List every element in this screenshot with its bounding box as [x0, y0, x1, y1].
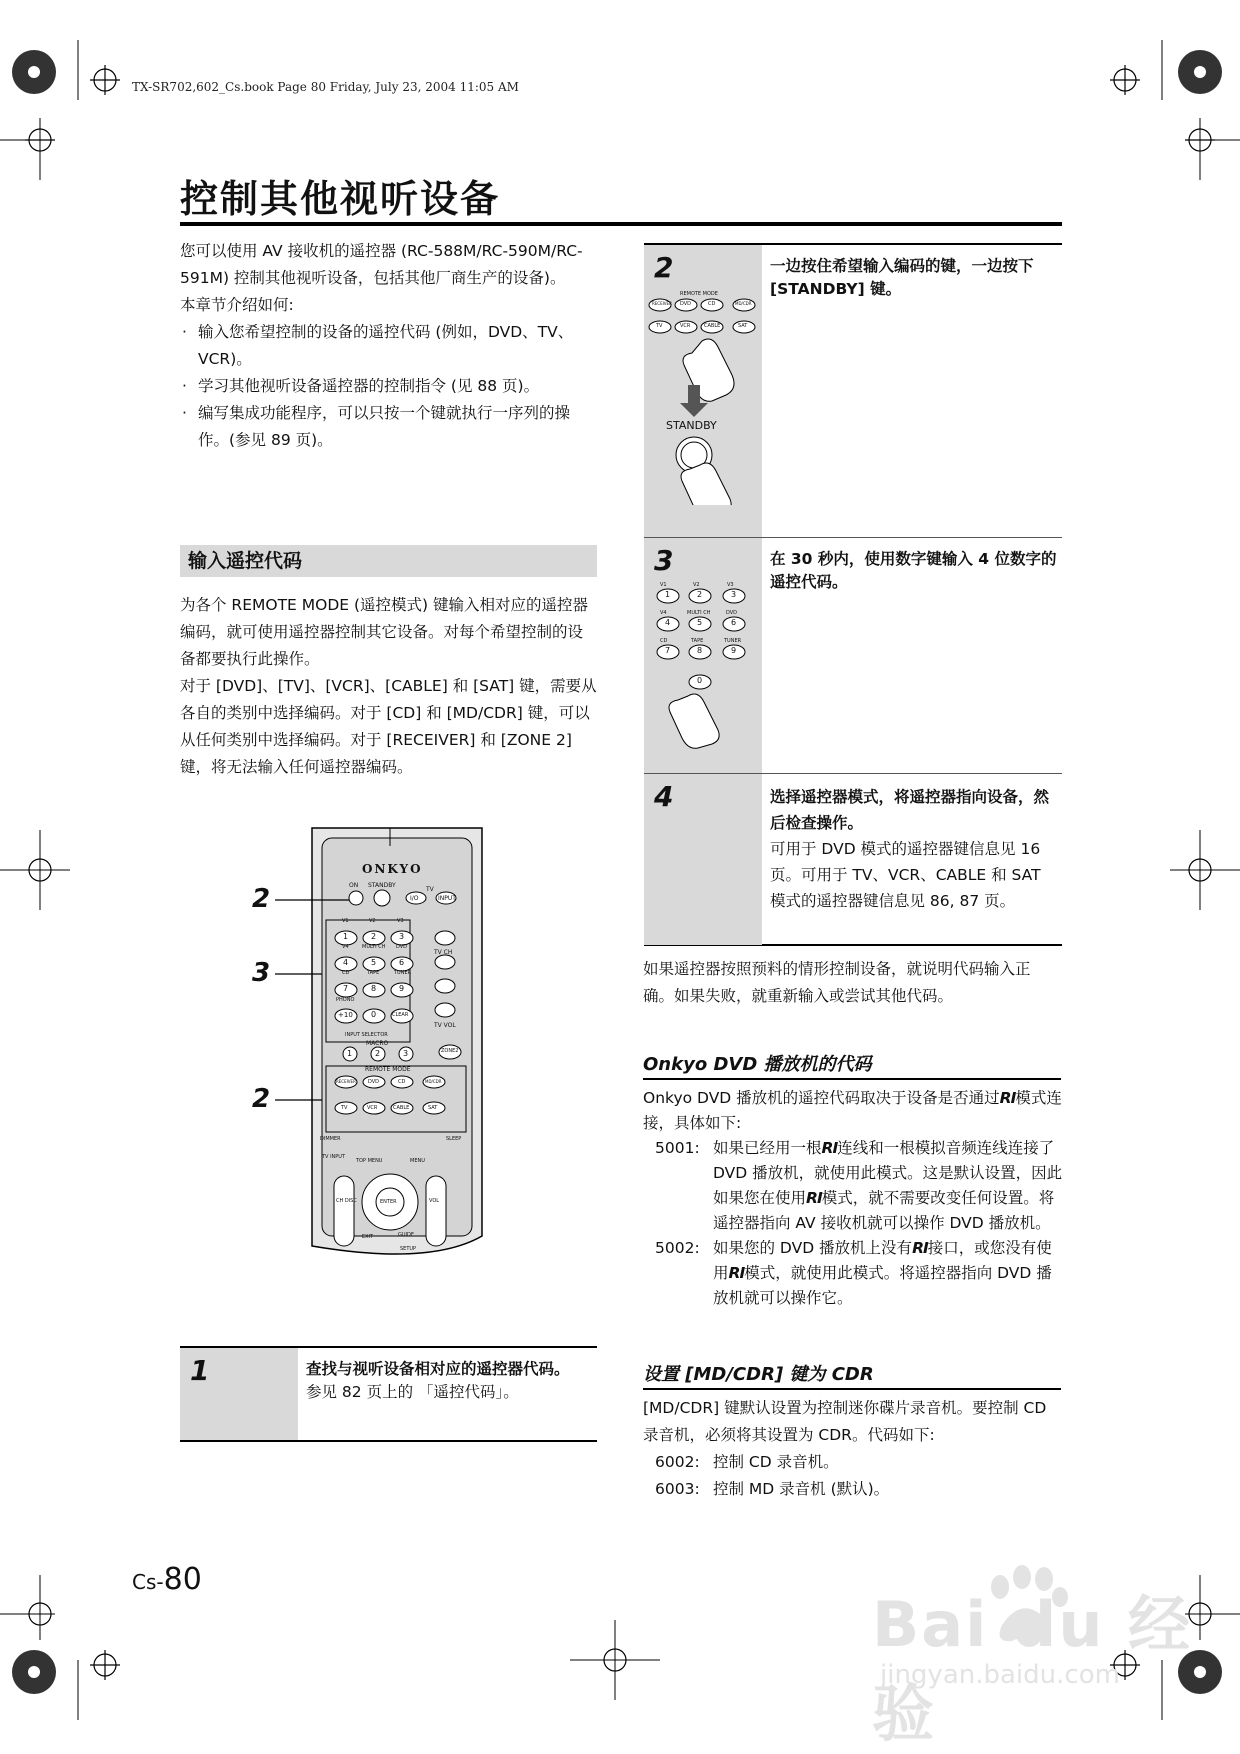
text-run: 连线和一根模拟音频连线连接了 DVD 播放机，就使用此模式。这是默认设置，因此如果您在使用 [713, 1139, 1063, 1207]
code-entry [643, 1136, 1063, 1236]
intro-block [180, 238, 598, 454]
fig-number: 8 [697, 646, 703, 655]
step-instruction: 查找与视听设备相对应的遥控器代码。 [306, 1360, 570, 1378]
code-entry [643, 1449, 1063, 1476]
step-note: 可用于 DVD 模式的遥控器键信息见 16 页。可用于 TV、VCR、CABLE 和 SAT 模式的遥控器键信息见 86, 87 页。 [770, 840, 1041, 910]
key-label: V3 [397, 918, 404, 924]
step-number-cell [644, 245, 762, 537]
intro-bullet: · 学习其他视听设备遥控器的控制指令 (见 88 页)。 [180, 373, 598, 400]
key-label: MD/CDR [425, 1079, 442, 1084]
text-run: 模式连接，具体如下: [643, 1089, 1062, 1132]
fig-label: CD [708, 301, 716, 307]
step-number: 2 [654, 251, 674, 284]
key-number: 4 [343, 958, 349, 967]
page-number [132, 1562, 202, 1597]
key-label: TV [426, 886, 434, 893]
key-label: INPUT [438, 895, 456, 902]
callout-number: 2 [252, 884, 271, 914]
code-value: 6002: [655, 1453, 700, 1471]
key-number: 7 [343, 984, 349, 993]
key-label: ZONE2 [441, 1048, 459, 1054]
fig-label: DVD [726, 610, 738, 616]
fig-label: TV [656, 323, 663, 329]
section-body [180, 592, 598, 781]
fig-label: V1 [660, 582, 667, 588]
intro-paragraph: 您可以使用 AV 接收机的遥控器 (RC-588M/RC-590M/RC-591M) 控制其他视听设备，包括其他厂商生产的设备)。 [180, 242, 583, 287]
code-value: 6003: [655, 1480, 700, 1498]
fig-label: CD [660, 638, 668, 644]
key-number: 8 [371, 984, 377, 993]
onkyo-dvd-heading: Onkyo DVD 播放机的代码 [643, 1054, 872, 1075]
step-number-cell [644, 774, 762, 945]
print-header: TX-SR702,602_Cs.book Page 80 Friday, July 23, 2004 11:05 AM [132, 80, 519, 94]
text-run: 模式，就使用此模式。将遥控器指向 DVD 播放机就可以操作它。 [713, 1264, 1052, 1307]
fig-label: V2 [693, 582, 700, 588]
fig-label: V4 [660, 610, 667, 616]
ri-logo: RI [999, 1089, 1016, 1107]
key-label: CH DISC [336, 1198, 357, 1204]
page-prefix: Cs- [132, 1570, 164, 1594]
step-number-cell [644, 538, 762, 774]
watermark-logo: Bai du 经验 [872, 1588, 1193, 1750]
key-label: CD [398, 1079, 406, 1085]
steps-table [644, 243, 1062, 946]
key-label: MACRO [366, 1040, 389, 1047]
key-label: ON [349, 882, 359, 889]
fig-number: 2 [697, 590, 703, 599]
key-label: PHONO [336, 997, 355, 1003]
page-title: 控制其他视听设备 [180, 177, 501, 221]
key-number: 2 [371, 932, 377, 941]
key-label: DVD [396, 944, 408, 950]
key-label: TV [341, 1105, 348, 1111]
key-number: 9 [399, 984, 405, 993]
code-value: 5001: [655, 1139, 700, 1157]
step-text [770, 255, 1058, 301]
key-label: INPUT SELECTOR [345, 1032, 388, 1038]
step-row [180, 1348, 597, 1440]
fig-label: TUNER [724, 638, 742, 644]
key-label: I/O [410, 895, 419, 902]
key-number: 6 [399, 958, 405, 967]
key-label: V2 [369, 918, 376, 924]
step-row [644, 537, 1062, 774]
key-label: VOL [429, 1198, 440, 1204]
key-number: 3 [399, 932, 405, 941]
key-number: 3 [403, 1049, 409, 1058]
ri-logo: RI [821, 1139, 838, 1157]
fig-label: CABLE [704, 323, 721, 329]
fig-number: 5 [697, 618, 703, 627]
code-entry [643, 1476, 1063, 1503]
key-label: CABLE [393, 1105, 410, 1111]
step3-drawing [644, 578, 762, 768]
step-row [644, 245, 1062, 537]
step-1-table [180, 1346, 597, 1442]
key-label: TV INPUT [322, 1154, 346, 1160]
key-label: MULTI CH [362, 944, 386, 950]
step-instruction: 一边按住希望输入编码的键，一边按下 [STANDBY] 键。 [770, 257, 1034, 298]
step-number-cell [180, 1348, 298, 1440]
fig-label: STANDBY [666, 419, 717, 432]
mdcdr-paragraph: [MD/CDR] 键默认设置为控制迷你碟片录音机。要控制 CD 录音机，必须将其设置为 CDR。代码如下: [643, 1399, 1047, 1444]
key-label: DVD [368, 1079, 380, 1085]
ri-logo: RI [728, 1264, 745, 1282]
brand-logo: ONKYO [362, 862, 423, 876]
key-label: TUNER [394, 970, 412, 976]
key-number: 0 [371, 1010, 377, 1019]
section-heading: 输入遥控代码 [180, 545, 597, 577]
key-label: SETUP [400, 1246, 417, 1252]
ri-logo: RI [912, 1239, 928, 1257]
key-number: 1 [347, 1049, 353, 1058]
fig-number: 3 [731, 590, 737, 599]
code-description: 控制 MD 录音机 (默认)。 [713, 1480, 890, 1498]
sub-rule [643, 1388, 1061, 1390]
fig-label: REMOTE MODE [680, 291, 718, 297]
key-label: ENTER [380, 1199, 397, 1205]
fig-label: V3 [727, 582, 734, 588]
key-label: TAPE [367, 970, 380, 976]
remote-figure [250, 826, 490, 1266]
code-description: 控制 CD 录音机。 [713, 1453, 839, 1471]
text-run: 如果您的 DVD 播放机上没有 [713, 1239, 913, 1257]
text-run: Onkyo DVD 播放机的遥控代码取决于设备是否通过 [643, 1089, 1000, 1107]
section-paragraph: 对于 [DVD]、[TV]、[VCR]、[CABLE] 和 [SAT] 键，需要从各自的类别中选择编码。对于 [CD] 和 [MD/CDR] 键，可以从任何类别中选择编码。对于 [RECEIVER] 和 [ZONE 2] 键，将无法输入任何遥控器编码。 [180, 677, 597, 776]
fig-label: TAPE [691, 638, 704, 644]
mdcdr-heading: 设置 [MD/CDR] 键为 CDR [643, 1364, 874, 1385]
callout-number: 2 [252, 1084, 271, 1114]
watermark-url: jingyan.baidu.com [880, 1660, 1120, 1690]
step-row [644, 773, 1062, 945]
callout-number: 3 [252, 958, 271, 988]
fig-number: 0 [697, 676, 703, 685]
mdcdr-body [643, 1395, 1063, 1503]
fig-number: 4 [665, 618, 671, 627]
key-label: SAT [428, 1105, 438, 1111]
key-label: STANDBY [368, 882, 396, 889]
key-label: +10 [338, 1011, 353, 1019]
key-label: VCR [367, 1105, 378, 1111]
step-number: 1 [190, 1354, 210, 1387]
onkyo-dvd-body [643, 1086, 1063, 1311]
sub-rule [643, 1078, 1061, 1080]
intro-subheading: 本章节介绍如何: [180, 296, 294, 314]
key-number: 1 [343, 932, 349, 941]
key-label: DIMMER [320, 1136, 341, 1142]
fig-number: 1 [665, 590, 671, 599]
fig-number: 9 [731, 646, 737, 655]
key-label: TV CH [434, 949, 453, 956]
step-note: 参见 82 页上的 「遥控代码」。 [306, 1383, 519, 1401]
fig-label: SAT [738, 323, 748, 329]
step-number: 4 [654, 780, 674, 813]
page-num: 80 [163, 1562, 202, 1597]
key-number: 5 [371, 958, 377, 967]
code-value: 5002: [655, 1239, 700, 1257]
step-number: 3 [654, 544, 674, 577]
key-label: V1 [342, 918, 349, 924]
key-label: EXIT [362, 1234, 374, 1240]
step-instruction: 在 30 秒内，使用数字键输入 4 位数字的遥控代码。 [770, 550, 1057, 591]
text-run: 如果已经用一根 [713, 1139, 822, 1157]
fig-number: 7 [665, 646, 671, 655]
key-label: CLEAR [392, 1012, 409, 1018]
key-label: TV VOL [434, 1022, 456, 1029]
fig-label: DVD [680, 301, 692, 307]
key-label: SLEEP [446, 1136, 462, 1142]
text-run: 模式，就不需要改变任何设置。将遥控器指向 AV 接收机就可以操作 DVD 播放机。 [713, 1189, 1055, 1232]
step-instruction: 选择遥控器模式，将遥控器指向设备，然后检查操作。 [770, 788, 1050, 832]
onkyo-dvd-intro [643, 1086, 1063, 1136]
text-run: 接口，或您没有使用 [713, 1239, 1052, 1282]
key-label: CD [342, 970, 350, 976]
result-paragraph: 如果遥控器按照预料的情形控制设备，就说明代码输入正确。如果失败，就重新输入或尝试其他代码。 [643, 960, 1031, 1005]
step-text [770, 784, 1058, 914]
key-label: TOP MENU [356, 1158, 383, 1164]
key-label: MENU [410, 1158, 425, 1164]
key-label: REMOTE MODE [365, 1066, 411, 1073]
key-label: RECEIVER [336, 1079, 356, 1084]
title-rule [180, 222, 1062, 226]
key-label: GUIDE [398, 1232, 415, 1238]
step-text [770, 548, 1058, 594]
key-number: 2 [375, 1049, 381, 1058]
intro-bullet: · 输入您希望控制的设备的遥控代码 (例如，DVD、TV、VCR)。 [180, 319, 598, 373]
fig-label: MD/CDR [735, 301, 752, 306]
fig-label: MULTI CH [687, 610, 711, 616]
fig-label: RECEIVER [652, 301, 672, 306]
fig-number: 6 [731, 618, 737, 627]
step-text [306, 1358, 593, 1404]
code-entry [643, 1236, 1063, 1311]
ri-logo: RI [806, 1189, 822, 1207]
intro-bullet: · 编写集成功能程序，可以只按一个键就执行一序列的操作。(参见 89 页)。 [180, 400, 598, 454]
fig-label: VCR [680, 323, 691, 329]
key-label: V4 [342, 944, 349, 950]
section-paragraph: 为各个 REMOTE MODE (遥控模式) 键输入相对应的遥控器编码，就可使用遥控器控制其它设备。对每个希望控制的设备都要执行此操作。 [180, 596, 589, 668]
